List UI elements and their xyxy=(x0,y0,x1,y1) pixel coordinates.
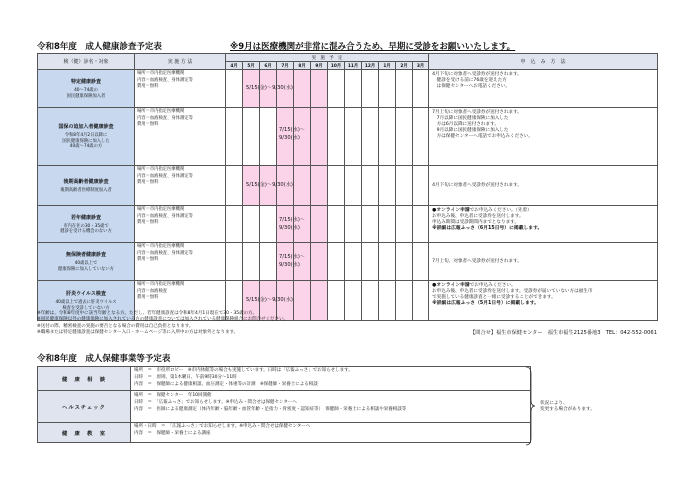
method-line: 費用＝無料 xyxy=(137,180,159,185)
program-row xyxy=(38,367,531,391)
contact-info: 【問合せ】福生市保健センター 福生市福生2125番地3 TEL：042-552-0061 xyxy=(470,330,657,337)
program-line: 日時 ＝ 原則、第1木曜日、午前9時30分～11時 xyxy=(134,375,237,380)
month-header: 1月 xyxy=(379,62,396,70)
checkup-target: 国民健康保険に加入した xyxy=(62,138,110,144)
method-line: 内容＝血液検査、身体測定等 xyxy=(137,250,193,256)
apply-detail-note: ※詳細は広報ふっさ（5月1日号）に掲載します。 xyxy=(432,301,539,306)
method-line: 費用＝無料 xyxy=(137,295,159,300)
program-line: 場所・日時 ＝ 「広報ふっさ」でお知らせします。※申込み・問合せは保健センターへ xyxy=(134,424,311,429)
brace-icon xyxy=(524,366,536,446)
month-header: 4月 xyxy=(226,62,243,70)
program-line: 内容 ＝ 医師による健康測定（体内年齢・脳年齢・血管年齢・足指力・骨密度・認知症等） 保健師・栄養士による相談や栄養相談等 xyxy=(134,407,407,412)
program-name: 健 康 教 室 xyxy=(38,423,131,443)
method-line: 内容＝血液検査、身体測定等 xyxy=(137,213,193,219)
checkup-target: 検査を受診していない方 xyxy=(62,305,110,311)
header-period: 実 施 予 定 xyxy=(226,54,429,62)
program-name: ヘルスチェック xyxy=(38,391,131,423)
apply-line: 申込み期間は受診期間内までとなります。 xyxy=(432,220,519,225)
apply-line: 7月上旬、対象者へ受診券が送付されます。 xyxy=(432,258,522,264)
program-line: 内容 ＝ 保健師による健康相談、血圧測定・体重等の計測 ※保健師・栄養士による相談 xyxy=(134,382,318,387)
checkup-target: 後期高齢者医療制度加入者 xyxy=(60,187,112,193)
apply-line: 4月下旬に対象者へ受診券が送付されます。 xyxy=(432,182,522,188)
period-label: 7/15(水)～9/30(水) xyxy=(279,217,306,231)
footnote: ※年齢は、令和8年度中に該当年齢となる方。ただし、若年健康診査は令和8年4月1日現在で30・35歳の方。 xyxy=(37,311,258,316)
apply-line: は保健センターへお電話ください。 xyxy=(432,84,510,89)
apply-line: 7月上旬に対象者へ受診券が送付されます。 xyxy=(432,110,522,115)
checkup-target: 国民健康保険加入者 xyxy=(66,93,106,99)
month-header: 12月 xyxy=(362,62,379,70)
checkup-target: 健康保険に加入していない方 xyxy=(58,266,114,272)
method-line: 場所＝市内指定医療機関 xyxy=(137,167,185,172)
month-header: 7月 xyxy=(277,62,294,70)
period-label: 7/15(水)～9/30(水) xyxy=(279,127,306,141)
apply-line: で実施している健康診査と一緒に受診することができます。 xyxy=(432,295,556,300)
method-line: 場所＝市内指定医療機関 xyxy=(137,282,185,287)
checkup-name: 肝炎ウイルス検査 xyxy=(66,291,106,297)
program-line: 日時 ＝ 「広報ふっさ」でお知らせします。※申込み・問合せは保健センターへ xyxy=(134,400,297,405)
checkup-target: 令和8年4月2日以降に xyxy=(64,133,108,139)
checkup-row xyxy=(38,206,658,243)
checkup-row xyxy=(38,108,658,166)
period-label: 5/15(金)～9/30(水) xyxy=(246,297,293,303)
footnote: ※国民健康保険以外の健康保険に加入されている方の健康診査については加入されている健康保険組合にお問合せください。 xyxy=(37,317,289,323)
month-header: 5月 xyxy=(243,62,260,70)
apply-line: 方は保健センターへ電話でお申込みください。 xyxy=(432,134,533,139)
online-apply-label: ●オンライン申請 xyxy=(432,208,470,213)
online-apply-label: ●オンライン申請 xyxy=(432,283,470,288)
checkup-target: 40歳～74歳の方 xyxy=(69,144,103,150)
apply-line: 健診を受ける前に76歳を迎えた方 xyxy=(432,78,507,83)
month-header: 3月 xyxy=(413,62,429,70)
month-header: 11月 xyxy=(345,62,362,70)
program-name: 健 康 相 談 xyxy=(38,367,131,391)
apply-line: 4月下旬に対象者へ受診券が送付されます。 xyxy=(432,72,522,77)
footnote: ※職場または特定健康診査は保健センター入口・ホームページ等に入所中の方は対象外となります。 xyxy=(37,330,239,336)
header-method: 実 施 方 法 xyxy=(135,54,226,70)
month-header: 2月 xyxy=(396,62,413,70)
side-note xyxy=(540,401,595,414)
health-program-table xyxy=(37,366,531,443)
footnotes xyxy=(37,311,657,337)
checkup-name: 無保険者健康診査 xyxy=(65,252,106,258)
month-header: 9月 xyxy=(311,62,328,70)
method-line: 費用＝無料 xyxy=(137,220,159,225)
checkup-target: 40歳以上で xyxy=(74,261,98,266)
checkup-name: 若年健康診査 xyxy=(70,214,101,221)
apply-detail-note: ※詳細は広報ふっさ（6月15日号）に掲載します。 xyxy=(432,226,543,231)
apply-line: 方は6月以降に送付されます。 xyxy=(432,122,499,127)
apply-line: 7月以降に国民健康保険に加入した xyxy=(432,116,509,121)
method-line: 費用＝無料 xyxy=(137,84,159,89)
method-line: 場所＝市内指定医療機関 xyxy=(137,71,185,76)
checkup-name: 後期高齢者健康診査 xyxy=(63,178,109,185)
method-line: 内容＝血液検査、身体測定等 xyxy=(137,115,193,121)
checkup-target: 40～74歳の xyxy=(74,88,98,93)
program-line: 内容 ＝ 保健師・栄養士による講座 xyxy=(134,431,211,436)
method-line: 費用＝無料 xyxy=(137,257,159,262)
apply-line: でお申込みください。（先着） xyxy=(469,208,532,213)
month-header: 10月 xyxy=(328,62,345,70)
program-row xyxy=(38,423,531,443)
apply-line: でお申込みください。 xyxy=(469,283,516,288)
month-header: 8月 xyxy=(294,62,311,70)
period-label: 7/15(水)～9/30(水) xyxy=(279,254,306,268)
period-label: 5/15(金)～9/30(水) xyxy=(246,182,293,188)
header-type-target: 検（健）診名・対象 xyxy=(38,54,135,70)
apply-line: 9月以降に国民健康保険に加入した xyxy=(432,128,509,133)
program-row xyxy=(38,391,531,423)
header-apply: 申 込 み 方 法 xyxy=(429,54,658,70)
method-line: 場所＝市内指定医療機関 xyxy=(137,244,185,249)
method-line: 場所＝市内指定医療機関 xyxy=(137,109,185,114)
apply-line: お申込み後、申込者に受診券を送付します。 xyxy=(432,214,524,219)
checkup-name: 国保の追加入者健康診査 xyxy=(58,124,114,131)
method-line: 場所＝市内指定医療機関 xyxy=(137,207,185,212)
checkup-name: 特定健康診査 xyxy=(70,79,101,85)
checkup-row xyxy=(38,243,658,281)
apply-line: お申込み後、申込者に受診券を送付します。受診券が届いていない方は福生市 xyxy=(432,289,593,294)
side-note-line: 変更する場合があります。 xyxy=(540,407,595,413)
program-line: 場所 ＝ 市役所ロビー ※市内休館等の場合も実施しています。日時は「広報ふっさ」でお知らせします。 xyxy=(134,368,353,373)
program-line: 場所 ＝ 保健センター 年10回開催 xyxy=(134,393,212,398)
checkup-row xyxy=(38,166,658,206)
checkup-target: 市内在住の30・35歳で xyxy=(63,223,109,229)
period-label: 5/15(金)～9/30(水) xyxy=(246,85,293,91)
method-line: 費用＝無料 xyxy=(137,122,159,127)
footnote: ※送付の際、精密検査の実施の要否となる場合の費用は自己負担となります。 xyxy=(37,323,194,329)
method-line: 内容＝血液検査 xyxy=(137,288,168,294)
health-checkup-table xyxy=(37,53,658,321)
method-line: 内容＝血液検査、身体測定等 xyxy=(137,173,193,179)
section2-title: 令和8年度 成人保健事業等予定表 xyxy=(37,354,171,364)
checkup-row xyxy=(38,70,658,108)
checkup-target: 健診を受ける機会のない方 xyxy=(60,229,112,234)
checkup-target: 40歳以上で過去に肝炎ウイルス xyxy=(55,300,117,305)
section1-title: 令和8年度 成人健康診査予定表 xyxy=(37,42,162,52)
month-header: 6月 xyxy=(260,62,277,70)
method-line: 内容＝血液検査、身体測定等 xyxy=(137,77,193,83)
schedule-notice: ※9月は医療機関が非常に混み合うため、早期に受診をお願いいたします。 xyxy=(230,42,516,52)
side-note-line: 状況により、 xyxy=(540,401,568,406)
